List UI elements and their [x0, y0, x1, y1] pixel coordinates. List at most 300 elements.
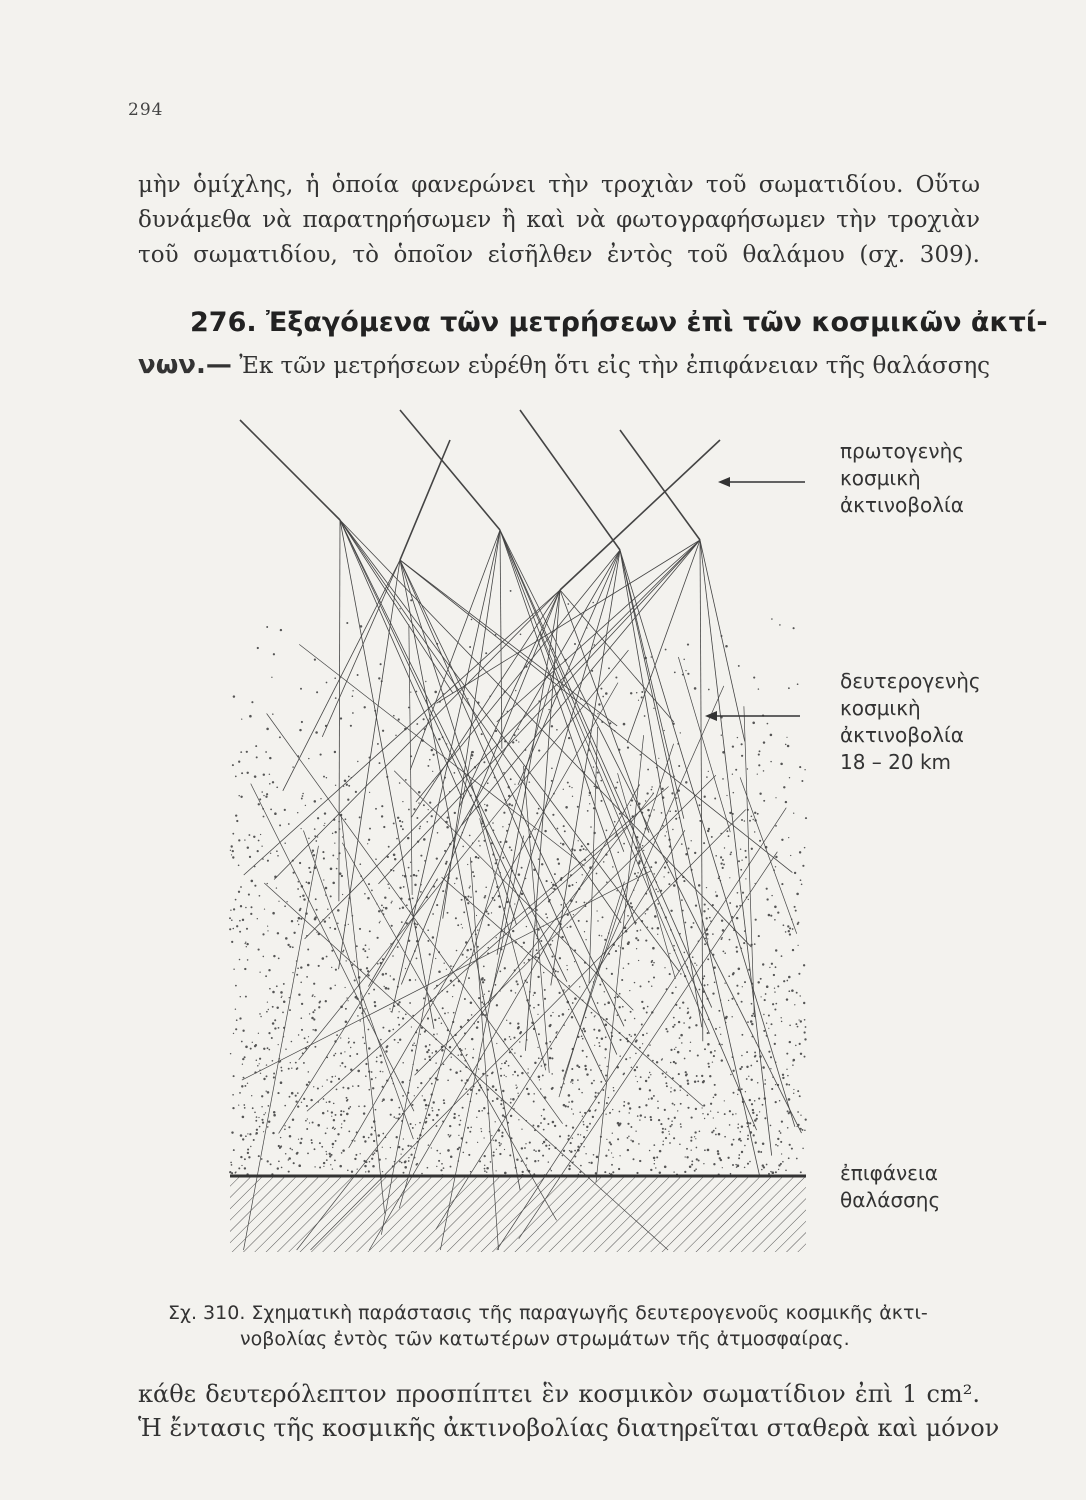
particle-dot [333, 1054, 335, 1056]
particle-dot [256, 1129, 258, 1131]
particle-dot [420, 1034, 421, 1035]
particle-track [341, 814, 385, 1213]
particle-dot [605, 1024, 608, 1027]
particle-dot [265, 796, 267, 798]
particle-dot [483, 1137, 484, 1138]
particle-dot [501, 1132, 503, 1134]
particle-dot [540, 940, 542, 942]
particle-dot [340, 1065, 341, 1066]
particle-dot [272, 781, 274, 783]
particle-dot [511, 804, 513, 806]
particle-dot [661, 788, 663, 790]
particle-dot [436, 1166, 437, 1167]
particle-dot [805, 1026, 807, 1028]
particle-dot [585, 1153, 586, 1154]
particle-dot [746, 1078, 748, 1080]
particle-dot [380, 1039, 381, 1040]
particle-dot [714, 981, 716, 983]
particle-dot [423, 1099, 426, 1102]
particle-dot [585, 939, 586, 940]
particle-dot [436, 857, 438, 859]
particle-dot [640, 985, 642, 987]
particle-dot [504, 1062, 506, 1064]
particle-dot [470, 896, 472, 898]
particle-dot [450, 965, 452, 967]
particle-dot [606, 881, 608, 883]
particle-dot [272, 912, 275, 915]
particle-track [400, 410, 500, 530]
particle-dot [658, 1119, 660, 1121]
particle-dot [657, 891, 658, 892]
particle-dot [242, 1058, 244, 1060]
particle-dot [471, 1014, 473, 1016]
particle-dot [761, 1169, 762, 1170]
particle-dot [477, 1021, 479, 1023]
particle-dot [579, 1111, 581, 1113]
particle-dot [440, 1153, 441, 1154]
particle-dot [526, 926, 527, 927]
particle-track [560, 590, 674, 722]
particle-dot [573, 1113, 574, 1114]
particle-dot [482, 981, 484, 983]
particle-dot [623, 1101, 625, 1103]
particle-dot [753, 819, 754, 820]
particle-dot [619, 1006, 621, 1008]
particle-dot [271, 1037, 273, 1039]
particle-dot [307, 1041, 309, 1043]
particle-dot [377, 743, 379, 745]
particle-dot [562, 1069, 564, 1071]
particle-dot [738, 1124, 739, 1125]
particle-dot [335, 1053, 337, 1055]
particle-dot [636, 1172, 638, 1174]
particle-dot [536, 812, 538, 814]
particle-dot [789, 1144, 791, 1146]
particle-dot [426, 1117, 428, 1119]
particle-dot [686, 1148, 688, 1150]
particle-dot [675, 987, 677, 989]
particle-dot [764, 1117, 766, 1119]
particle-dot [343, 950, 345, 952]
particle-dot [268, 1009, 269, 1010]
particle-dot [402, 801, 403, 802]
particle-dot [738, 665, 740, 667]
particle-dot [653, 1095, 655, 1097]
particle-dot [247, 1133, 248, 1134]
particle-dot [654, 915, 657, 918]
particle-dot [672, 829, 673, 830]
particle-dot [768, 1028, 769, 1029]
particle-dot [281, 997, 282, 998]
particle-dot [485, 886, 487, 888]
particle-dot [703, 984, 705, 986]
particle-dot [566, 965, 567, 966]
sea-ground-hatch [230, 1176, 806, 1252]
particle-dot [724, 847, 725, 848]
particle-dot [715, 1028, 717, 1030]
particle-dot [337, 858, 338, 859]
particle-dot [458, 1115, 460, 1117]
particle-dot [298, 881, 300, 883]
particle-dot [314, 1009, 316, 1011]
particle-dot [417, 1138, 419, 1140]
particle-dot [467, 1127, 469, 1129]
particle-dot [605, 1048, 607, 1050]
particle-dot [638, 960, 639, 961]
particle-dot [450, 1155, 453, 1158]
particle-dot [305, 1120, 307, 1122]
particle-dot [432, 1052, 434, 1054]
particle-dot [704, 796, 706, 798]
particle-dot [548, 1148, 550, 1150]
particle-dot [740, 869, 742, 871]
particle-dot [428, 809, 429, 810]
particle-dot [447, 1149, 450, 1152]
particle-dot [546, 880, 548, 882]
particle-dot [789, 1025, 791, 1027]
particle-dot [594, 1016, 595, 1017]
particle-dot [330, 868, 333, 871]
particle-dot [708, 1066, 710, 1068]
particle-dot [634, 873, 636, 875]
particle-dot [774, 1034, 776, 1036]
particle-dot [770, 1125, 772, 1127]
particle-dot [342, 1149, 345, 1152]
particle-dot [568, 1094, 571, 1097]
particle-dot [737, 1094, 738, 1095]
particle-dot [754, 812, 756, 814]
particle-dot [718, 1010, 720, 1012]
particle-dot [533, 1149, 535, 1151]
particle-dot [783, 924, 785, 926]
particle-dot [267, 1001, 268, 1002]
particle-dot [726, 795, 727, 796]
particle-dot [613, 1157, 614, 1158]
particle-dot [786, 1083, 788, 1085]
particle-dot [623, 1105, 625, 1107]
particle-dot [402, 821, 404, 823]
particle-dot [746, 1051, 748, 1053]
particle-dot [333, 1127, 335, 1129]
particle-dot [280, 629, 282, 631]
particle-dot [758, 1151, 760, 1153]
particle-dot [687, 644, 689, 646]
particle-dot [444, 1012, 446, 1014]
particle-dot [499, 1153, 501, 1155]
particle-dot [751, 815, 753, 817]
particle-dot [722, 778, 724, 780]
particle-dot [299, 729, 301, 731]
secondary-arrow [705, 711, 800, 721]
particle-dot [277, 1167, 279, 1169]
particle-dot [638, 1143, 640, 1145]
particle-dot [317, 817, 319, 819]
particle-dot [590, 1162, 592, 1164]
particle-dot [272, 713, 274, 715]
particle-dot [428, 1144, 430, 1146]
particle-dot [571, 787, 572, 788]
particle-dot [368, 1170, 370, 1172]
particle-dot [699, 804, 701, 806]
particle-dot [268, 1032, 270, 1034]
particle-dot [537, 976, 539, 978]
particle-dot [649, 1072, 650, 1073]
particle-dot [574, 643, 576, 645]
particle-dot [567, 782, 569, 784]
particle-dot [805, 1119, 807, 1121]
particle-dot [404, 1166, 407, 1169]
particle-dot [647, 769, 649, 771]
particle-dot [410, 1145, 412, 1147]
particle-dot [775, 1003, 777, 1005]
particle-dot [337, 1133, 339, 1135]
particle-dot [657, 934, 658, 935]
particle-dot [257, 647, 259, 649]
particle-dot [233, 928, 235, 930]
particle-dot [514, 1071, 516, 1073]
particle-dot [232, 850, 234, 852]
particle-dot [402, 906, 404, 908]
particle-dot [750, 1020, 753, 1023]
particle-dot [289, 1096, 291, 1098]
particle-dot [460, 1070, 462, 1072]
particle-dot [458, 1135, 459, 1136]
particle-dot [655, 888, 657, 890]
particle-dot [783, 786, 785, 788]
particle-dot [798, 973, 800, 975]
particle-dot [707, 1113, 709, 1115]
particle-dot [267, 860, 269, 862]
particle-dot [662, 1144, 664, 1146]
particle-dot [769, 967, 770, 968]
particle-dot [604, 939, 606, 941]
particle-dot [741, 1126, 743, 1128]
particle-dot [340, 1114, 342, 1116]
particle-dot [583, 1028, 585, 1030]
particle-dot [737, 1127, 739, 1129]
particle-dot [629, 990, 630, 991]
particle-dot [401, 921, 403, 923]
particle-dot [602, 916, 604, 918]
particle-dot [495, 1139, 497, 1141]
particle-dot [685, 781, 687, 783]
particle-dot [785, 744, 787, 746]
particle-dot [605, 1155, 607, 1157]
particle-dot [572, 1137, 574, 1139]
particle-dot [526, 1164, 527, 1165]
particle-dot [573, 914, 574, 915]
particle-dot [335, 785, 336, 786]
particle-dot [680, 1103, 682, 1105]
particle-dot [804, 847, 806, 849]
particle-dot [724, 983, 725, 984]
particle-dot [551, 725, 553, 727]
particle-dot [650, 1074, 651, 1075]
particle-dot [786, 980, 788, 982]
particle-dot [698, 884, 701, 887]
particle-dot [638, 1106, 640, 1108]
particle-dot [303, 1098, 305, 1100]
particle-dot [524, 962, 526, 964]
particle-dot [521, 1129, 522, 1130]
particle-dot [515, 690, 516, 691]
particle-dot [399, 1113, 401, 1115]
particle-dot [597, 713, 598, 714]
particle-dot [285, 1049, 286, 1050]
particle-dot [777, 911, 779, 913]
particle-dot [420, 855, 422, 857]
particle-dot [295, 1062, 297, 1064]
particle-dot [635, 1131, 636, 1132]
particle-dot [512, 1098, 515, 1101]
particle-dot [544, 989, 546, 991]
particle-dot [777, 985, 779, 987]
particle-dot [487, 947, 489, 949]
particle-dot [757, 1082, 759, 1084]
particle-dot [789, 933, 791, 935]
particle-dot [268, 1120, 270, 1122]
particle-dot [732, 1113, 734, 1115]
particle-dot [578, 1088, 580, 1090]
particle-dot [585, 849, 587, 851]
particle-dot [731, 1143, 733, 1145]
particle-dot [688, 848, 690, 850]
particle-dot [408, 707, 410, 709]
particle-dot [472, 1057, 474, 1059]
particle-dot [352, 712, 354, 714]
particle-dot [505, 1076, 506, 1077]
particle-dot [804, 769, 805, 770]
particle-dot [298, 1034, 299, 1035]
particle-dot [707, 1149, 710, 1152]
particle-dot [383, 826, 385, 828]
particle-dot [476, 1026, 479, 1029]
particle-dot [379, 762, 381, 764]
particle-dot [335, 1140, 337, 1142]
particle-dot [343, 1111, 345, 1113]
particle-dot [374, 1001, 376, 1003]
particle-dot [590, 826, 592, 828]
particle-dot [259, 1126, 261, 1128]
particle-dot [446, 826, 449, 829]
particle-dot [604, 1003, 606, 1005]
particle-dot [707, 984, 709, 986]
particle-dot [520, 633, 522, 635]
particle-dot [454, 812, 456, 814]
particle-dot [281, 996, 282, 997]
particle-dot [779, 624, 781, 626]
particle-dot [416, 1164, 418, 1166]
particle-dot [385, 1158, 386, 1159]
particle-dot [563, 789, 564, 790]
particle-dot [549, 1144, 551, 1146]
particle-dot [695, 1168, 697, 1170]
particle-dot [791, 989, 794, 992]
particle-dot [457, 924, 459, 926]
particle-dot [390, 1099, 393, 1102]
particle-dot [528, 1068, 529, 1069]
particle-dot [378, 910, 380, 912]
particle-dot [605, 1036, 607, 1038]
particle-dot [429, 802, 431, 804]
particle-dot [243, 1104, 245, 1106]
particle-dot [763, 1014, 764, 1015]
particle-dot [258, 949, 260, 951]
particle-dot [644, 715, 646, 717]
particle-dot [247, 1152, 249, 1154]
particle-dot [424, 1058, 426, 1060]
particle-dot [278, 1145, 280, 1147]
particle-dot [269, 1049, 271, 1051]
section-heading: 276. Ἐξαγόμενα τῶν μετρήσεων ἐπὶ τῶν κοσμικῶν ἀκτί- [190, 307, 1048, 338]
particle-dot [690, 926, 692, 928]
particle-dot [797, 1090, 799, 1092]
particle-dot [609, 1173, 610, 1174]
particle-dot [390, 975, 391, 976]
particle-dot [427, 1017, 429, 1019]
particle-dot [730, 1173, 732, 1175]
particle-dot [557, 828, 559, 830]
particle-dot [302, 793, 304, 795]
particle-dot [273, 1114, 276, 1117]
particle-dot [645, 800, 646, 801]
particle-dot [331, 1111, 333, 1113]
particle-dot [421, 1173, 423, 1175]
particle-dot [394, 1039, 396, 1041]
particle-dot [249, 1133, 251, 1135]
particle-dot [604, 991, 605, 992]
particle-dot [645, 913, 646, 914]
particle-dot [487, 1075, 489, 1077]
particle-dot [449, 1046, 451, 1048]
particle-dot [256, 1116, 258, 1118]
particle-dot [481, 1001, 483, 1003]
particle-dot [685, 1071, 687, 1073]
particle-dot [465, 1088, 467, 1090]
particle-dot [568, 1101, 569, 1102]
particle-dot [368, 948, 369, 949]
particle-dot [692, 956, 694, 958]
particle-dot [320, 798, 321, 799]
particle-dot [578, 920, 580, 922]
particle-dot [704, 1118, 705, 1119]
particle-dot [418, 870, 420, 872]
particle-dot [635, 1053, 637, 1055]
particle-dot [751, 1103, 753, 1105]
particle-dot [571, 1016, 573, 1018]
particle-dot [233, 1149, 235, 1151]
particle-dot [327, 909, 328, 910]
particle-dot [793, 813, 794, 814]
particle-dot [246, 943, 248, 945]
particle-dot [715, 855, 717, 857]
particle-dot [378, 677, 380, 679]
particle-dot [658, 758, 659, 759]
particle-dot [670, 1049, 672, 1051]
particle-dot [723, 863, 725, 865]
particle-dot [577, 1079, 579, 1081]
particle-dot [649, 1150, 651, 1152]
particle-dot [368, 993, 370, 995]
particle-dot [694, 852, 696, 854]
particle-dot [653, 976, 655, 978]
particle-dot [263, 956, 265, 958]
particle-dot [782, 1077, 784, 1079]
particle-dot [749, 1099, 751, 1101]
particle-dot [678, 765, 680, 767]
particle-dot [534, 992, 536, 994]
particle-dot [297, 1092, 299, 1094]
